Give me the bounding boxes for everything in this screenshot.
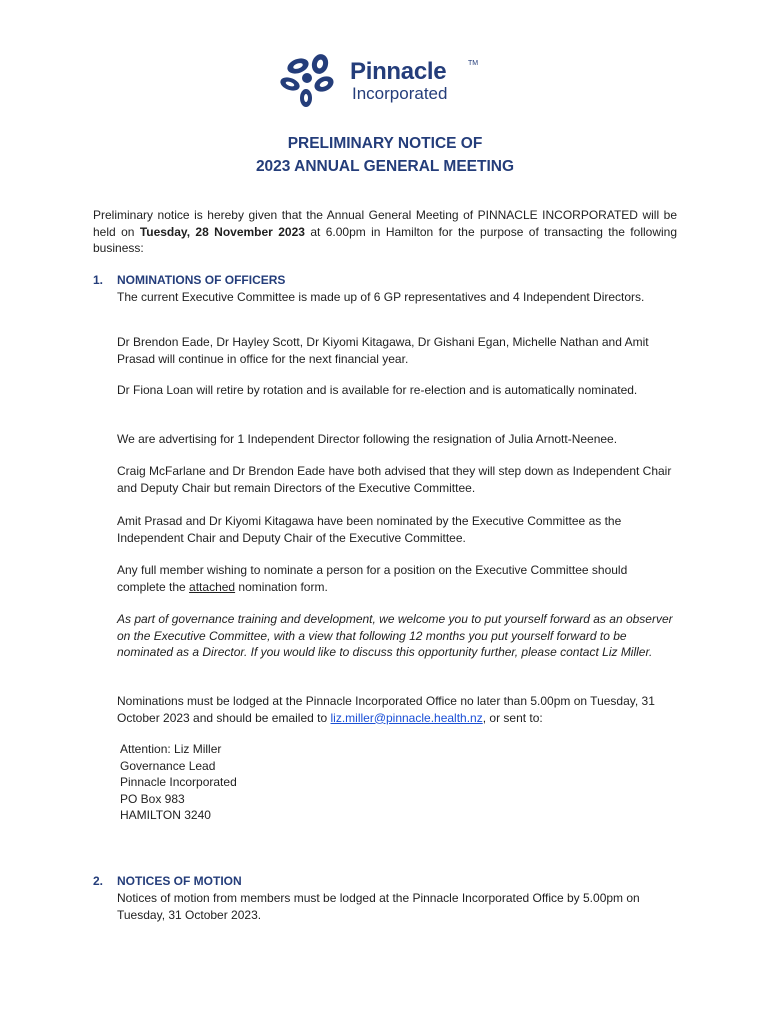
section-1-paragraph-9: Nominations must be lodged at the Pinnacle Incorporated Office no later than 5.00pm on Tuesday, 31 October 2023 and should be emailed to liz.miller@pinnacle.health.nz, or sent to: — [117, 694, 655, 725]
section-1-paragraph-5: Craig McFarlane and Dr Brendon Eade have both advised that they will step down as Independent Chair and Deputy Chair but remain Directors of the Executive Committee. — [117, 464, 672, 495]
logo-trademark: TM — [468, 60, 479, 67]
section-2-heading: NOTICES OF MOTION — [117, 874, 242, 888]
meeting-date: Tuesday, 28 November 2023 — [139, 224, 305, 239]
title-line-1: PRELIMINARY NOTICE OF — [287, 135, 483, 152]
email-link[interactable]: liz.miller@pinnacle.health.nz — [330, 710, 483, 725]
flower-icon — [276, 52, 346, 108]
pinnacle-logo — [276, 52, 479, 108]
section-1-paragraph-4: We are advertising for 1 Independent Director following the resignation of Julia Arnott-Neenee. — [117, 432, 618, 446]
address-line: HAMILTON 3240 — [120, 808, 211, 822]
section-1-paragraph-2: Dr Brendon Eade, Dr Hayley Scott, Dr Kiyomi Kitagawa, Dr Gishani Egan, Michelle Nathan and Amit Prasad will continue in office for the next financial year. — [117, 335, 649, 366]
logo-subtitle: Incorporated — [352, 84, 448, 103]
section-1-number: 1. — [93, 273, 104, 287]
address-line: Attention: Liz Miller — [120, 742, 222, 756]
intro-paragraph: Preliminary notice is hereby given that the Annual General Meeting of PINNACLE INCORPORATED will be held on Tuesday, 28 November 2023 at 6.00pm in Hamilton for the purpose of transacting the following business: — [93, 208, 678, 255]
section-2-number: 2. — [93, 874, 104, 888]
title-line-2: 2023 ANNUAL GENERAL MEETING — [255, 158, 515, 175]
address-line: Governance Lead — [120, 759, 216, 773]
section-1-paragraph-6: Amit Prasad and Dr Kiyomi Kitagawa have been nominated by the Executive Committee as the Independent Chair and Deputy Chair of the Executive Committee. — [117, 514, 622, 545]
section-2-paragraph-1: Notices of motion from members must be lodged at the Pinnacle Incorporated Office by 5.00pm on Tuesday, 31 October 2023. — [117, 891, 640, 922]
section-1-paragraph-8: As part of governance training and development, we welcome you to put yourself forward as an observer on the Executive Committee, with a view that following 12 months you put yourself forward to be nominated as a Director. If you would like to discuss this opportunity further, please contact Liz Miller. — [117, 612, 673, 659]
address-line: PO Box 983 — [120, 792, 185, 806]
section-1-heading: NOMINATIONS OF OFFICERS — [117, 273, 286, 287]
address-line: Pinnacle Incorporated — [120, 775, 237, 789]
logo-name: Pinnacle — [350, 58, 447, 85]
section-1-paragraph-1: The current Executive Committee is made up of 6 GP representatives and 4 Independent Directors. — [117, 290, 645, 304]
section-1-paragraph-7: Any full member wishing to nominate a person for a position on the Executive Committee should complete the attached nomination form. — [117, 563, 628, 594]
attached-link[interactable]: attached — [189, 579, 236, 594]
section-1-paragraph-3: Dr Fiona Loan will retire by rotation and is available for re-election and is automatically nominated. — [117, 383, 638, 397]
